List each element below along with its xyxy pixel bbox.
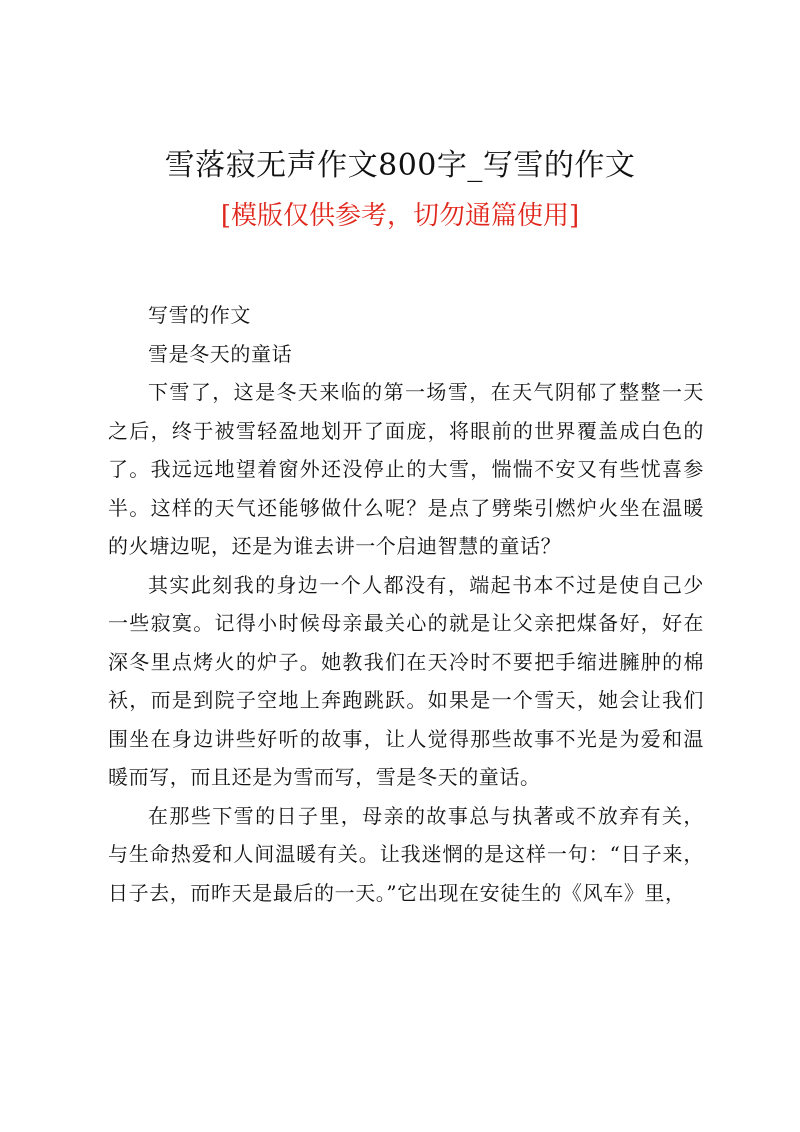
paragraph: 下雪了，这是冬天来临的第一场雪，在天气阴郁了整整一天之后，终于被雪轻盈地划开了面庞，将眼前的世界覆盖成白色的了。我远远地望着窗外还没停止的大雪，惴惴不安又有些忧喜参半。这样的天气还能够做什么呢？是点了劈柴引燃炉火坐在温暖的火塘边呢，还是为谁去讲一个启迪智慧的童话？ [108,380,704,558]
article-body [108,296,704,912]
article-heading: 写雪的作文 [148,303,251,327]
article-subheading: 雪是冬天的童话 [148,341,293,366]
paragraph: 在那些下雪的日子里，母亲的故事总与执著或不放弃有关，与生命热爱和人间温暖有关。让我迷惘的是这样一句：“日子来，日子去，而昨天是最后的一天。”它出现在安徒生的《风车》里， [108,803,704,905]
paragraph: 其实此刻我的身边一个人都没有，端起书本不过是使自己少一些寂寞。记得小时候母亲最关心的就是让父亲把煤备好，好在深冬里点烤火的炉子。她教我们在天冷时不要把手缩进臃肿的棉袄，而是到院子空地上奔跑跳跃。如果是一个雪天，她会让我们围坐在身边讲些好听的故事，让人觉得那些故事不光是为爱和温暖而写，而且还是为雪而写，雪是冬天的童话。 [108,572,704,789]
document-title: 雪落寂无声作文800字_写雪的作文 [164,148,636,183]
template-notice: [模版仅供参考，切勿通篇使用] [220,201,580,231]
